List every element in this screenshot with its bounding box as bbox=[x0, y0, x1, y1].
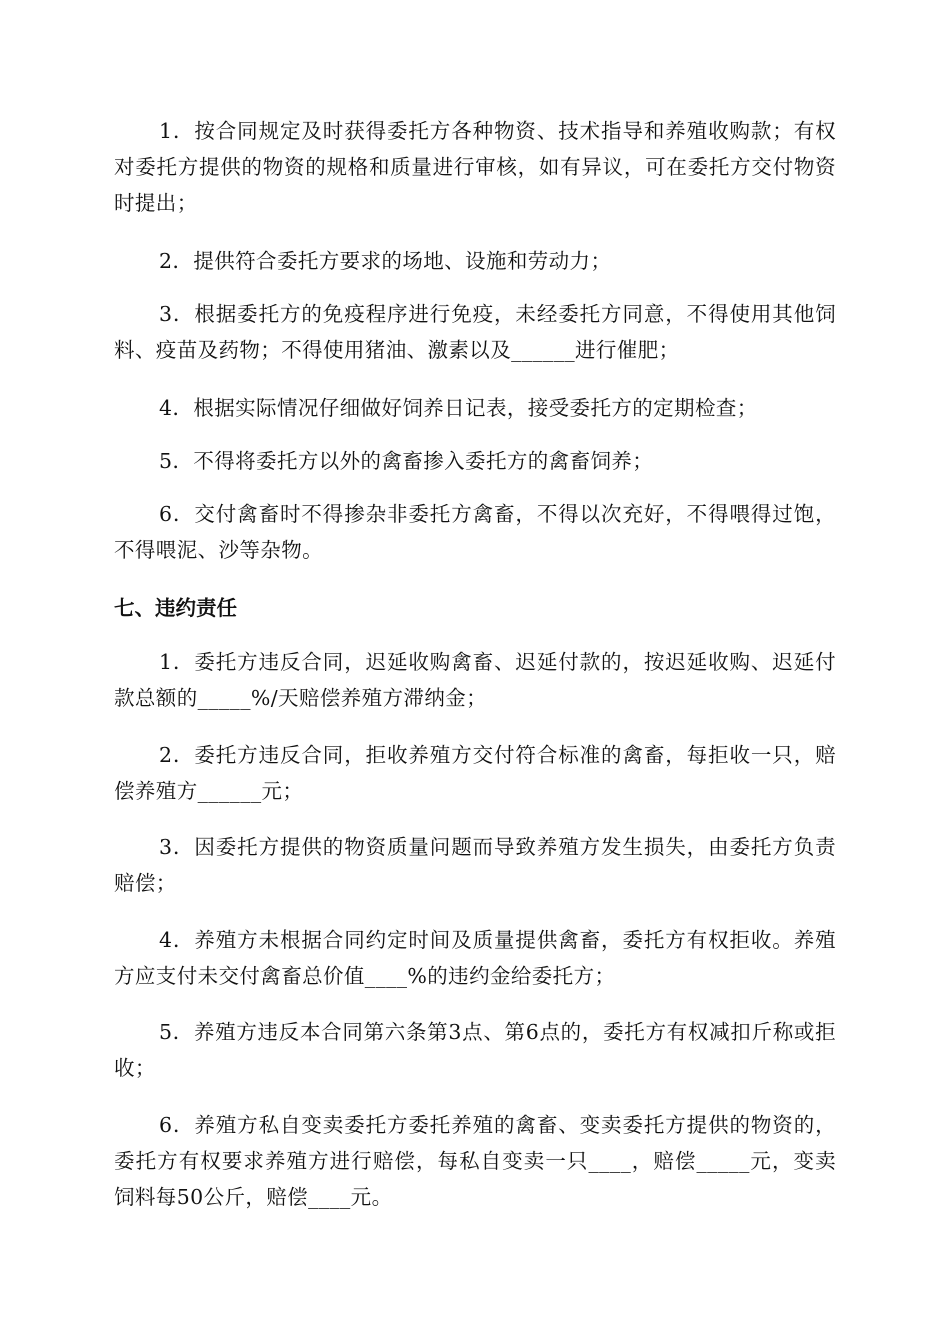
section7-item-3: 3．因委托方提供的物资质量问题而导致养殖方发生损失，由委托方负责赔偿； bbox=[114, 835, 836, 895]
section7-item-6: 6．养殖方私自变卖委托方委托养殖的禽畜、变卖委托方提供的物资的，委托方有权要求养殖方进行赔偿，每私自变卖一只____，赔偿_____元，变卖饲料每50公斤，赔偿____元。 bbox=[114, 1113, 836, 1209]
section7-item-1: 1．委托方违反合同，迟延收购禽畜、迟延付款的，按迟延收购、迟延付款总额的_____%/天赔偿养殖方滞纳金； bbox=[114, 650, 836, 710]
section6-item-3: 3．根据委托方的免疫程序进行免疫，未经委托方同意，不得使用其他饲料、疫苗及药物；不得使用猪油、激素以及______进行催肥； bbox=[114, 302, 836, 362]
section7-heading: 七、违约责任 bbox=[114, 596, 237, 620]
section6-item-2: 2．提供符合委托方要求的场地、设施和劳动力； bbox=[159, 249, 612, 273]
section7-item-2: 2．委托方违反合同，拒收养殖方交付符合标准的禽畜，每拒收一只，赔偿养殖方______元； bbox=[114, 743, 836, 803]
section6-item-4: 4．根据实际情况仔细做好饲养日记表，接受委托方的定期检查； bbox=[159, 396, 758, 420]
section6-item-6: 6．交付禽畜时不得掺杂非委托方禽畜，不得以次充好，不得喂得过饱，不得喂泥、沙等杂物。 bbox=[114, 502, 836, 562]
section7-item-4: 4．养殖方未根据合同约定时间及质量提供禽畜，委托方有权拒收。养殖方应支付未交付禽畜总价值____%的违约金给委托方； bbox=[114, 928, 836, 988]
section7-item-5: 5．养殖方违反本合同第六条第3点、第6点的，委托方有权减扣斤称或拒收； bbox=[114, 1020, 836, 1080]
section6-item-5: 5．不得将委托方以外的禽畜掺入委托方的禽畜饲养； bbox=[159, 449, 654, 473]
section6-item-1: 1．按合同规定及时获得委托方各种物资、技术指导和养殖收购款；有权对委托方提供的物资的规格和质量进行审核，如有异议，可在委托方交付物资时提出； bbox=[114, 119, 836, 215]
